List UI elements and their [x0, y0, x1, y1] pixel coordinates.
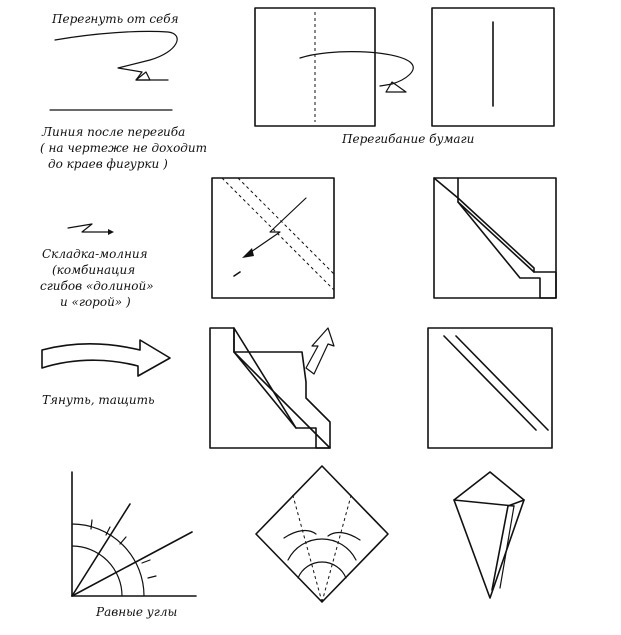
diamond-outline: [256, 466, 388, 602]
zigzag-label-3: сгибов «долиной»: [40, 279, 154, 293]
crease-line-2: [456, 336, 548, 430]
pleat-flap: [458, 178, 556, 298]
paper-folded-outline: [434, 178, 556, 298]
pleat-edge: [458, 202, 534, 272]
fold-away-arrowhead-icon: [136, 72, 150, 80]
crease-line-1: [444, 336, 536, 430]
flap-edge: [234, 352, 296, 428]
diamond-angle-arc-2: [298, 562, 346, 578]
fold-square-after: [432, 8, 554, 126]
diamond-fold-figure: [256, 466, 388, 602]
cone-inner-fold-2: [500, 506, 514, 588]
angle-ray-1: [72, 504, 130, 596]
pull-symbol: [42, 340, 170, 407]
fold-over-arrow-icon: [300, 52, 413, 86]
angle-arc-inner: [72, 524, 144, 596]
zigzag-square-after: [434, 178, 556, 298]
line-after-fold-label-1: Линия после перегиба: [42, 125, 186, 139]
cone-fold-figure: [454, 472, 524, 598]
cone-outline: [454, 472, 524, 598]
fold-away-arrow-icon: [55, 31, 177, 80]
zigzag-symbol: [40, 224, 154, 309]
pull-arrow-icon: [42, 340, 170, 376]
paper-square: [212, 178, 334, 298]
diamond-arrow-right-icon: [328, 533, 360, 540]
zigzag-label-4: и «горой» ): [60, 295, 131, 309]
folding-paper-label: Перегибание бумаги: [342, 132, 475, 146]
zigzag-fold-arrow-icon: [248, 198, 306, 254]
pleat-crease: [434, 178, 458, 198]
angle-arc-outer: [72, 546, 122, 596]
valley-fold-dashed-2: [238, 178, 334, 274]
zigzag-label-2: (комбинация: [52, 263, 136, 277]
fold-over-arrowhead-icon: [386, 82, 406, 92]
zigzag-fold-arrowhead-icon: [242, 248, 254, 258]
paper-square: [428, 328, 552, 448]
diamond-arrow-left-icon: [284, 531, 316, 538]
fold-away-label: Перегнуть от себя: [52, 12, 179, 26]
pull-label: Тянуть, тащить: [42, 393, 155, 407]
zigzag-mark: [234, 272, 240, 276]
angle-ray-2: [72, 532, 192, 596]
fold-away-symbol: [51, 12, 179, 80]
line-after-fold-symbol: [40, 110, 207, 171]
fold-square-before: [255, 8, 413, 126]
zigzag-arrowhead-icon: [108, 229, 114, 235]
diamond-angle-arc: [288, 539, 356, 560]
zigzag-label-1: Складка-молния: [42, 247, 148, 261]
zigzag-arrow-icon: [68, 224, 108, 232]
equal-angles-symbol: [72, 472, 196, 619]
zigzag-square-before: [212, 178, 334, 298]
pull-square-before: [210, 328, 334, 448]
equal-angles-label: Равные углы: [96, 605, 178, 619]
pull-up-arrow-icon: [306, 328, 334, 374]
line-after-fold-label-3: до краев фигурки ): [48, 157, 168, 171]
line-after-fold-label-2: ( на чертеже не доходит: [40, 141, 208, 155]
pull-square-after: [428, 328, 552, 448]
cone-top-fold-1: [454, 500, 514, 506]
